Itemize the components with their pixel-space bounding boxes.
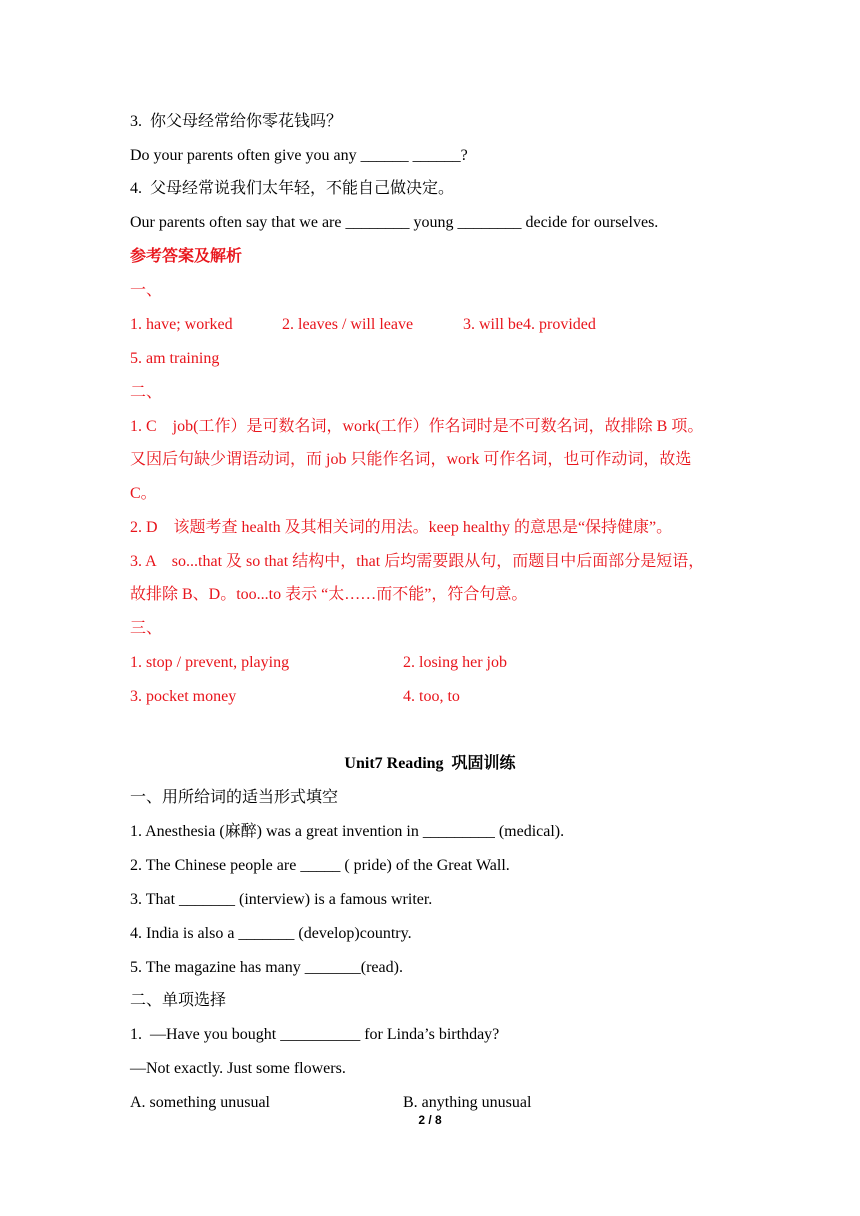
unit7-part2-label: 二、单项选择 [130,992,227,1009]
unit7-choice-q1: 1. —Have you bought __________ for Linda’s birthday? [130,1026,500,1043]
answers-part2-line-4: 2. D 该题考查 health 及其相关词的用法。keep healthy 的意思是“保持健康”。 [130,519,673,536]
answers-part2-line-6: 故排除 B、D。too...to 表示 “太……而不能”，符合句意。 [130,586,528,603]
unit7-part1-label: 一、用所给词的适当形式填空 [130,789,339,806]
question-4-english: Our parents often say that we are ________ young ________ decide for ourselves. [130,214,659,231]
unit7-choice-q1-reply: —Not exactly. Just some flowers. [130,1060,346,1077]
answers-part3-item-1: 1. stop / prevent, playing [130,654,290,671]
answers-part3-label: 三、 [130,620,163,637]
answers-part1-item-1: 1. have; worked [130,316,233,333]
unit7-fill-item-5: 5. The magazine has many _______(read). [130,959,403,976]
answers-part3-item-3: 3. pocket money [130,688,237,705]
question-4-chinese: 4. 父母经常说我们太年轻，不能自己做决定。 [130,180,455,197]
unit7-fill-item-4: 4. India is also a _______ (develop)country. [130,925,412,942]
unit7-choice-option-a: A. something unusual [130,1094,270,1111]
unit7-fill-item-3: 3. That _______ (interview) is a famous writer. [130,891,433,908]
answers-part3-item-2: 2. losing her job [403,654,507,671]
answers-part3-item-4: 4. too, to [403,688,460,705]
answers-part2-line-5: 3. A so...that 及 so that 结构中，that 后均需要跟从句，而题目中后面部分是短语， [130,553,705,570]
unit7-fill-item-2: 2. The Chinese people are _____ ( pride) of the Great Wall. [130,857,510,874]
unit7-title: Unit7 Reading 巩固训练 [344,755,516,772]
answers-part1-item-3: 3. will be4. provided [463,316,596,333]
answers-part2-line-3: C。 [130,485,157,502]
answers-part1-item-2: 2. leaves / will leave [282,316,414,333]
answers-heading: 参考答案及解析 [130,248,243,265]
answers-part2-line-2: 又因后句缺少谓语动词，而 job 只能作名词，work 可作名词，也可作动词，故选 [130,451,692,468]
question-3-chinese: 3. 你父母经常给你零花钱吗？ [130,113,343,130]
unit7-choice-option-b: B. anything unusual [403,1094,532,1111]
answers-part1-item-5: 5. am training [130,350,220,367]
page-number: 2 / 8 [418,1113,442,1127]
answers-part1-label: 一、 [130,282,163,299]
answers-part2-line-1: 1. C job(工作）是可数名词，work(工作）作名词时是不可数名词，故排除 B 项。 [130,418,704,435]
unit7-fill-item-1: 1. Anesthesia (麻醉) was a great invention in _________ (medical). [130,823,565,840]
answers-part2-label: 二、 [130,384,163,401]
question-3-english: Do your parents often give you any ______ ______? [130,147,468,164]
